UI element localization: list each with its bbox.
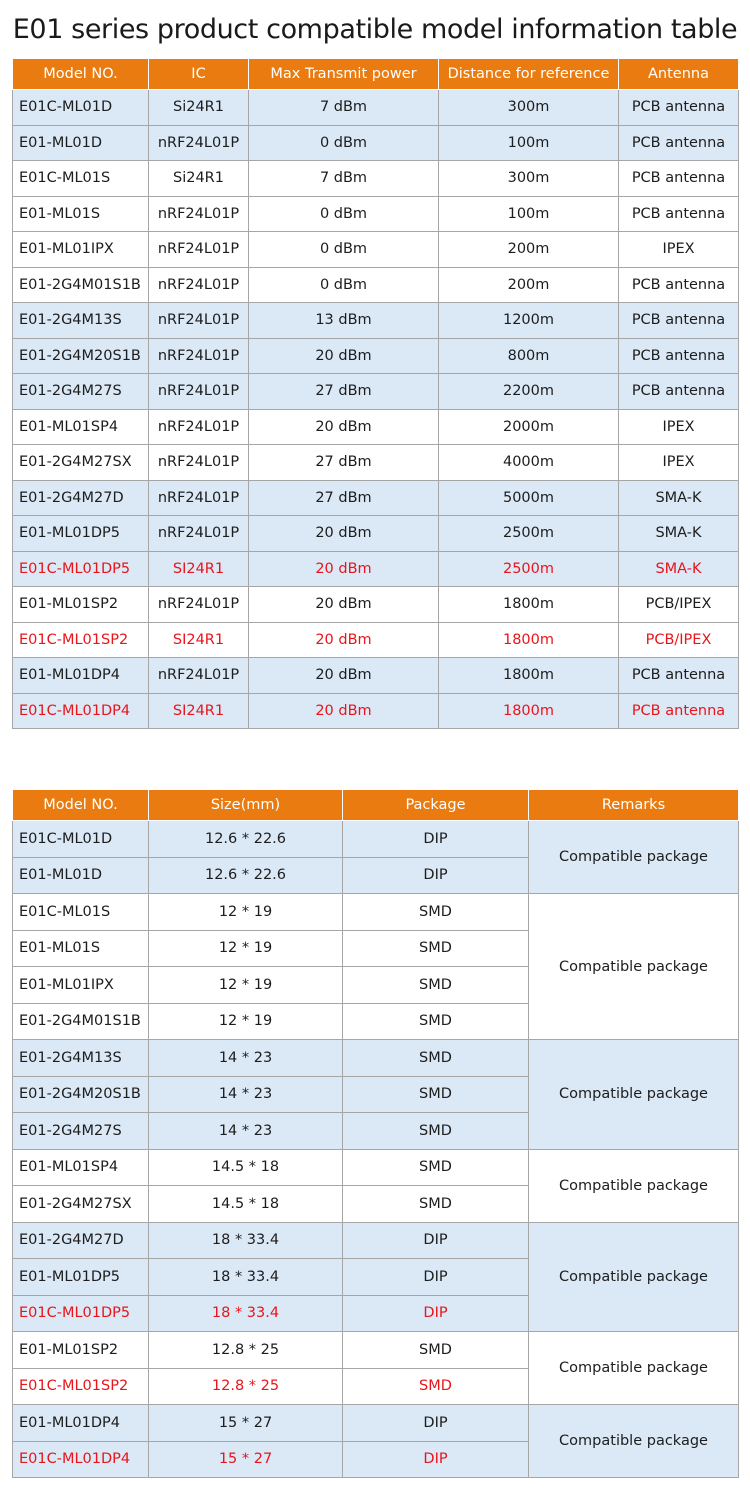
cell-ic: nRF24L01P <box>149 374 249 410</box>
table-row <box>13 1040 739 1077</box>
cell-power: 20 dBm <box>249 338 439 374</box>
cell-model: E01-ML01D <box>13 857 149 894</box>
cell-size: 12 * 19 <box>149 967 343 1004</box>
cell-model: E01C-ML01S <box>13 894 149 931</box>
cell-distance: 1800m <box>439 622 619 658</box>
cell-distance: 2000m <box>439 409 619 445</box>
cell-antenna: PCB antenna <box>619 125 739 161</box>
cell-power: 27 dBm <box>249 374 439 410</box>
cell-ic: nRF24L01P <box>149 480 249 516</box>
cell-ic: Si24R1 <box>149 90 249 126</box>
table-row <box>13 693 739 729</box>
cell-size: 12 * 19 <box>149 894 343 931</box>
cell-antenna: IPEX <box>619 409 739 445</box>
cell-package: SMD <box>343 1040 529 1077</box>
cell-ic: SI24R1 <box>149 693 249 729</box>
cell-size: 12 * 19 <box>149 930 343 967</box>
cell-package: DIP <box>343 1405 529 1442</box>
cell-model: E01-ML01IPX <box>13 967 149 1004</box>
table-header-row <box>13 59 739 90</box>
cell-size: 14 * 23 <box>149 1113 343 1150</box>
cell-model: E01-ML01IPX <box>13 232 149 268</box>
cell-remark: Compatible package <box>529 894 739 1040</box>
cell-model: E01C-ML01S <box>13 161 149 197</box>
cell-power: 20 dBm <box>249 409 439 445</box>
header-power: Max Transmit power <box>249 59 439 90</box>
package-table <box>12 789 739 1478</box>
table-row <box>13 267 739 303</box>
cell-distance: 200m <box>439 232 619 268</box>
header-package: Package <box>343 790 529 821</box>
cell-ic: nRF24L01P <box>149 232 249 268</box>
cell-power: 27 dBm <box>249 480 439 516</box>
table-row <box>13 409 739 445</box>
cell-distance: 300m <box>439 90 619 126</box>
cell-ic: nRF24L01P <box>149 587 249 623</box>
table-row <box>13 480 739 516</box>
cell-size: 12.8 * 25 <box>149 1368 343 1405</box>
cell-ic: nRF24L01P <box>149 338 249 374</box>
table-row <box>13 125 739 161</box>
cell-model: E01-ML01DP4 <box>13 1405 149 1442</box>
cell-antenna: SMA-K <box>619 516 739 552</box>
cell-power: 20 dBm <box>249 551 439 587</box>
cell-remark: Compatible package <box>529 1149 739 1222</box>
cell-model: E01-ML01DP4 <box>13 658 149 694</box>
cell-package: SMD <box>343 1003 529 1040</box>
cell-distance: 1800m <box>439 587 619 623</box>
cell-ic: nRF24L01P <box>149 409 249 445</box>
cell-distance: 200m <box>439 267 619 303</box>
cell-package: DIP <box>343 1259 529 1296</box>
cell-size: 14 * 23 <box>149 1076 343 1113</box>
cell-ic: nRF24L01P <box>149 303 249 339</box>
cell-model: E01C-ML01DP4 <box>13 1441 149 1478</box>
cell-ic: nRF24L01P <box>149 196 249 232</box>
cell-ic: nRF24L01P <box>149 267 249 303</box>
cell-power: 0 dBm <box>249 196 439 232</box>
cell-package: DIP <box>343 821 529 858</box>
header-ic: IC <box>149 59 249 90</box>
table-row <box>13 551 739 587</box>
cell-remark: Compatible package <box>529 1222 739 1332</box>
cell-size: 12.6 * 22.6 <box>149 857 343 894</box>
cell-model: E01-ML01S <box>13 930 149 967</box>
cell-size: 12.6 * 22.6 <box>149 821 343 858</box>
cell-distance: 5000m <box>439 480 619 516</box>
cell-package: SMD <box>343 1332 529 1369</box>
table-row <box>13 1332 739 1369</box>
header-model: Model NO. <box>13 59 149 90</box>
table-row <box>13 821 739 858</box>
cell-size: 12 * 19 <box>149 1003 343 1040</box>
cell-ic: SI24R1 <box>149 622 249 658</box>
cell-ic: SI24R1 <box>149 551 249 587</box>
cell-model: E01C-ML01DP5 <box>13 1295 149 1332</box>
table-row <box>13 894 739 931</box>
cell-antenna: PCB antenna <box>619 267 739 303</box>
cell-distance: 800m <box>439 338 619 374</box>
cell-package: SMD <box>343 1076 529 1113</box>
cell-power: 0 dBm <box>249 267 439 303</box>
table-row <box>13 1222 739 1259</box>
cell-distance: 2500m <box>439 516 619 552</box>
cell-remark: Compatible package <box>529 1332 739 1405</box>
table-row <box>13 338 739 374</box>
cell-package: DIP <box>343 1295 529 1332</box>
compatibility-table <box>12 58 739 729</box>
cell-size: 15 * 27 <box>149 1405 343 1442</box>
cell-distance: 300m <box>439 161 619 197</box>
table-row <box>13 587 739 623</box>
cell-antenna: SMA-K <box>619 551 739 587</box>
cell-size: 18 * 33.4 <box>149 1222 343 1259</box>
cell-ic: nRF24L01P <box>149 516 249 552</box>
cell-size: 15 * 27 <box>149 1441 343 1478</box>
cell-distance: 100m <box>439 196 619 232</box>
cell-size: 18 * 33.4 <box>149 1295 343 1332</box>
cell-size: 14 * 23 <box>149 1040 343 1077</box>
cell-distance: 2200m <box>439 374 619 410</box>
cell-model: E01-2G4M27D <box>13 480 149 516</box>
table-row <box>13 161 739 197</box>
cell-model: E01-ML01SP4 <box>13 1149 149 1186</box>
cell-model: E01-2G4M27D <box>13 1222 149 1259</box>
cell-distance: 100m <box>439 125 619 161</box>
table-row <box>13 658 739 694</box>
table-row <box>13 516 739 552</box>
table-row <box>13 303 739 339</box>
cell-distance: 1200m <box>439 303 619 339</box>
cell-model: E01-ML01DP5 <box>13 1259 149 1296</box>
cell-model: E01-2G4M20S1B <box>13 338 149 374</box>
cell-model: E01-2G4M20S1B <box>13 1076 149 1113</box>
cell-model: E01-2G4M13S <box>13 303 149 339</box>
table-row <box>13 196 739 232</box>
cell-power: 20 dBm <box>249 622 439 658</box>
cell-size: 14.5 * 18 <box>149 1149 343 1186</box>
table-row <box>13 445 739 481</box>
cell-package: DIP <box>343 857 529 894</box>
cell-power: 20 dBm <box>249 587 439 623</box>
cell-remark: Compatible package <box>529 1405 739 1478</box>
cell-model: E01-ML01S <box>13 196 149 232</box>
cell-remark: Compatible package <box>529 1040 739 1150</box>
cell-model: E01-2G4M27S <box>13 374 149 410</box>
cell-antenna: PCB/IPEX <box>619 622 739 658</box>
table-row <box>13 232 739 268</box>
cell-distance: 1800m <box>439 693 619 729</box>
cell-antenna: PCB/IPEX <box>619 587 739 623</box>
cell-package: DIP <box>343 1441 529 1478</box>
cell-size: 14.5 * 18 <box>149 1186 343 1223</box>
cell-antenna: IPEX <box>619 232 739 268</box>
cell-antenna: PCB antenna <box>619 658 739 694</box>
cell-antenna: PCB antenna <box>619 693 739 729</box>
cell-size: 12.8 * 25 <box>149 1332 343 1369</box>
cell-model: E01-ML01SP4 <box>13 409 149 445</box>
cell-model: E01-2G4M27SX <box>13 1186 149 1223</box>
cell-power: 20 dBm <box>249 693 439 729</box>
cell-remark: Compatible package <box>529 821 739 894</box>
table-row <box>13 374 739 410</box>
cell-model: E01C-ML01DP5 <box>13 551 149 587</box>
cell-model: E01-ML01SP2 <box>13 587 149 623</box>
cell-antenna: PCB antenna <box>619 196 739 232</box>
cell-distance: 4000m <box>439 445 619 481</box>
cell-antenna: PCB antenna <box>619 161 739 197</box>
cell-ic: nRF24L01P <box>149 658 249 694</box>
cell-power: 13 dBm <box>249 303 439 339</box>
header-distance: Distance for reference <box>439 59 619 90</box>
cell-antenna: IPEX <box>619 445 739 481</box>
header-size: Size(mm) <box>149 790 343 821</box>
cell-model: E01C-ML01SP2 <box>13 1368 149 1405</box>
page-title: E01 series product compatible model information table <box>12 14 738 45</box>
cell-antenna: PCB antenna <box>619 374 739 410</box>
cell-antenna: SMA-K <box>619 480 739 516</box>
table-row <box>13 1405 739 1442</box>
cell-package: SMD <box>343 930 529 967</box>
cell-model: E01-2G4M01S1B <box>13 267 149 303</box>
cell-package: SMD <box>343 1368 529 1405</box>
table-row <box>13 90 739 126</box>
cell-model: E01-ML01DP5 <box>13 516 149 552</box>
cell-antenna: PCB antenna <box>619 338 739 374</box>
cell-package: SMD <box>343 967 529 1004</box>
cell-model: E01-2G4M27S <box>13 1113 149 1150</box>
cell-antenna: PCB antenna <box>619 90 739 126</box>
cell-package: SMD <box>343 1113 529 1150</box>
cell-ic: nRF24L01P <box>149 125 249 161</box>
cell-model: E01C-ML01SP2 <box>13 622 149 658</box>
cell-power: 7 dBm <box>249 90 439 126</box>
cell-power: 20 dBm <box>249 516 439 552</box>
cell-power: 20 dBm <box>249 658 439 694</box>
cell-package: SMD <box>343 1149 529 1186</box>
cell-power: 0 dBm <box>249 232 439 268</box>
table-row <box>13 622 739 658</box>
cell-distance: 1800m <box>439 658 619 694</box>
table-header-row <box>13 790 739 821</box>
header-antenna: Antenna <box>619 59 739 90</box>
cell-package: DIP <box>343 1222 529 1259</box>
table-row <box>13 1149 739 1186</box>
cell-ic: Si24R1 <box>149 161 249 197</box>
cell-model: E01C-ML01D <box>13 821 149 858</box>
cell-model: E01-ML01D <box>13 125 149 161</box>
header-remarks: Remarks <box>529 790 739 821</box>
cell-package: SMD <box>343 894 529 931</box>
cell-size: 18 * 33.4 <box>149 1259 343 1296</box>
cell-package: SMD <box>343 1186 529 1223</box>
cell-model: E01C-ML01DP4 <box>13 693 149 729</box>
cell-power: 7 dBm <box>249 161 439 197</box>
cell-model: E01C-ML01D <box>13 90 149 126</box>
cell-antenna: PCB antenna <box>619 303 739 339</box>
cell-power: 27 dBm <box>249 445 439 481</box>
cell-distance: 2500m <box>439 551 619 587</box>
cell-power: 0 dBm <box>249 125 439 161</box>
cell-model: E01-2G4M27SX <box>13 445 149 481</box>
cell-model: E01-ML01SP2 <box>13 1332 149 1369</box>
header-model: Model NO. <box>13 790 149 821</box>
cell-model: E01-2G4M13S <box>13 1040 149 1077</box>
cell-ic: nRF24L01P <box>149 445 249 481</box>
cell-model: E01-2G4M01S1B <box>13 1003 149 1040</box>
